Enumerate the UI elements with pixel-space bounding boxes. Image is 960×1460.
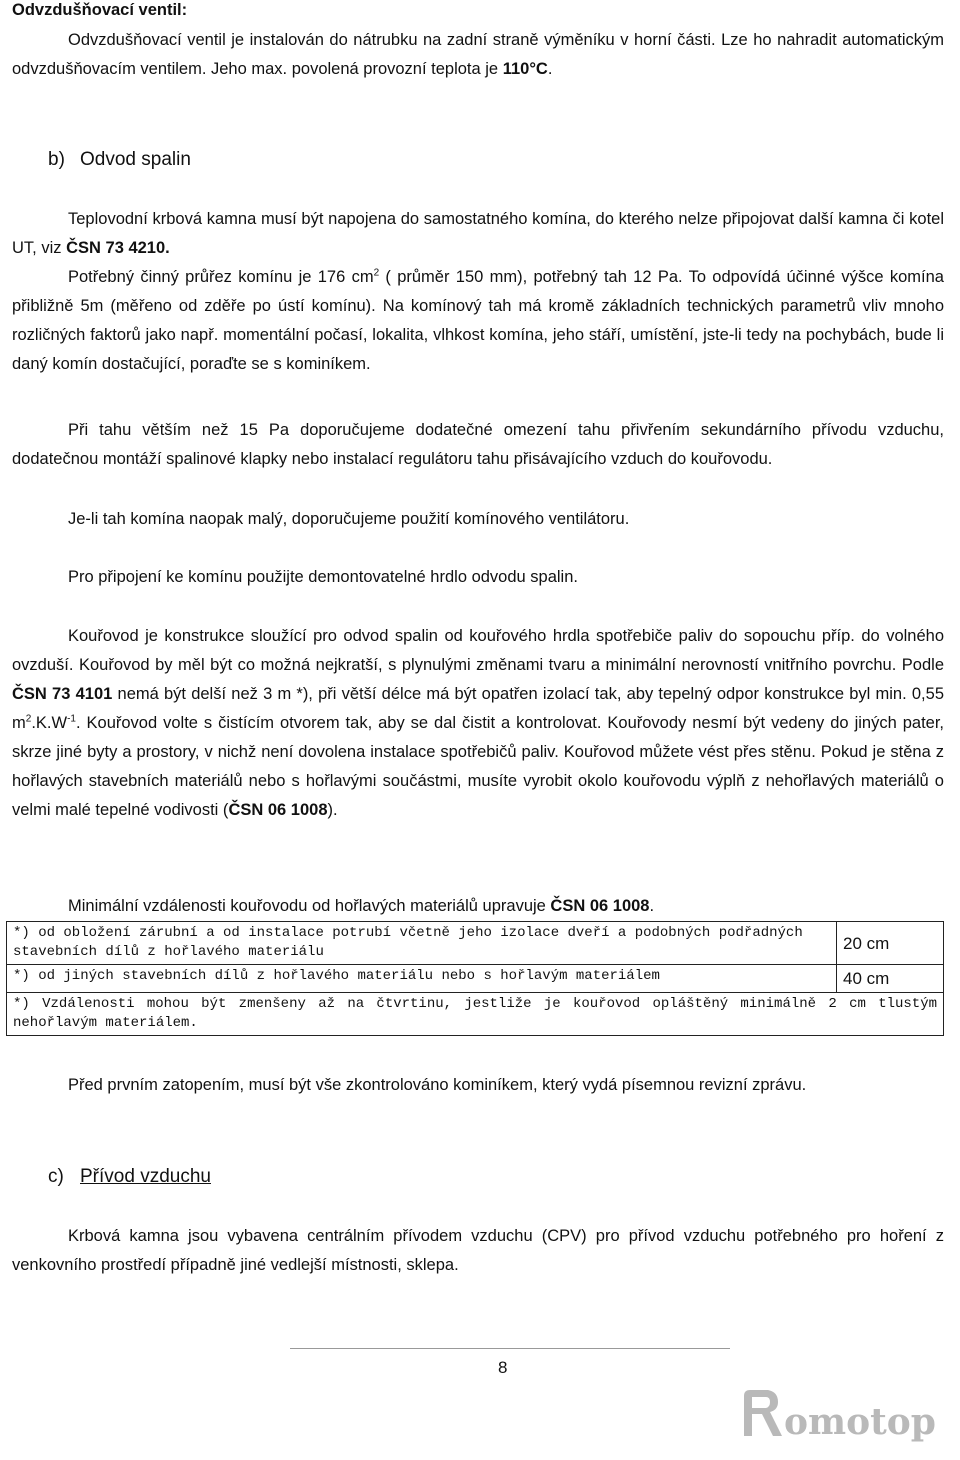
standard-ref: ČSN 06 1008 bbox=[228, 801, 328, 819]
vent-title: Odvzdušňovací ventil: bbox=[12, 1, 188, 19]
section-b-heading bbox=[48, 147, 191, 173]
vent-paragraph: Odvzdušňovací ventil je instalován do nátrubku na zadní straně výměníku v horní části. Lze ho nahradit automatickým odvzdušňovacím ventilem. Jeho max. povolená provozní teplota je 110°C. bbox=[12, 31, 944, 78]
table-cell-text: *) od obložení zárubní a od instalace potrubí včetně jeho izolace dveří a podobných podřadných stavebních dílů z hořlavého materiálu bbox=[7, 922, 837, 965]
max-temperature: 110°C bbox=[502, 60, 548, 78]
section-c-title: Přívod vzduchu bbox=[80, 1166, 211, 1187]
chimney-paragraph-2: Potřebný činný průřez komínu je 176 $cm^2$ ( průměr 150 mm), potřebný tah 12 Pa. To odpovídá účinné výšce komína přibližně 5m (měřeno od zděře po ústí komínu). Na komínový tah má kromě základních technických parametrů vliv mnoho rozličných faktorů jako např. momentální počasí, lokalita, vlhkost komína, jeho stáří, umístění, jste-li tedy na pochybách, bude li daný komín dostačující, poraďte se s kominíkem. bbox=[12, 267, 944, 373]
table-note: *) Vzdálenosti mohou být zmenšeny až na čtvrtinu, jestliže je kouřovod opláštěný minimálně 2 cm tlustým nehořlavým materiálem. bbox=[7, 993, 944, 1036]
romotop-logo bbox=[740, 1378, 960, 1448]
page-number: 8 bbox=[498, 1358, 508, 1377]
standard-ref: ČSN 73 4210 bbox=[66, 239, 166, 257]
distance-paragraph: Minimální vzdálenosti kouřovodu od hořlavých materiálů upravuje ČSN 06 1008. bbox=[68, 897, 655, 915]
inspection-paragraph: Před prvním zatopením, musí být vše zkontrolováno kominíkem, který vydá písemnou revizní zprávu. bbox=[68, 1076, 807, 1094]
table-row bbox=[7, 993, 944, 1036]
standard-ref: ČSN 73 4101 bbox=[12, 685, 113, 703]
flue-paragraph: Kouřovod je konstrukce sloužící pro odvod spalin od kouřového hrdla spotřebiče paliv do sopouchu příp. do volného ovzduší. Kouřovod by měl být co možná nejkratší, s plynulými změnami tvaru a minimální nerovností vnitřního povrchu. Podle ČSN 73 4101 nemá být delší než 3 m *), při větší délce má být opatřen izolací tak, aby tepelný odpor konstrukce byl min. 0,55 $m^2.K.W^{-1}$. Kouřovod volte s čistícím otvorem tak, aby se dal čistit a kontrolovat. Kouřovody nesmí být vedeny do jiných pater, skrze jiné byty a prostory, v nichž není dovolena instalace spotřebičů paliv. Kouřovod můžete vést přes stěnu. Pokud je stěna z hořlavých stavebních materiálů nebo s hořlavými součástmi, musíte vyrobit okolo kouřovodu výplň z nehořlavých materiálů o velmi malé tepelné vodivosti (ČSN 06 1008). bbox=[12, 627, 944, 819]
connection-paragraph: Pro připojení ke komínu použijte demontovatelné hrdlo odvodu spalin. bbox=[68, 568, 578, 586]
section-b-title: Odvod spalin bbox=[80, 149, 191, 170]
footer-divider bbox=[290, 1348, 730, 1349]
low-draft-paragraph: Je-li tah komína naopak malý, doporučujeme použití komínového ventilátoru. bbox=[68, 510, 630, 528]
chimney-paragraph-1: Teplovodní krbová kamna musí být napojena do samostatného komína, do kterého nelze připojovat další kamna či kotel UT, viz ČSN 73 4210. bbox=[12, 210, 944, 257]
section-c-heading bbox=[48, 1164, 211, 1190]
air-supply-paragraph: Krbová kamna jsou vybavena centrálním přívodem vzduchu (CPV) pro přívod vzduchu potřebného pro hoření z venkovního prostředí případně jiné vedlejší místnosti, sklepa. bbox=[12, 1227, 944, 1274]
section-b-label: b) bbox=[48, 149, 65, 170]
standard-ref: ČSN 06 1008 bbox=[550, 897, 650, 915]
draft-paragraph: Při tahu větším než 15 Pa doporučujeme dodatečné omezení tahu přivřením sekundárního přívodu vzduchu, dodatečnou montáží spalinové klapky nebo instalací regulátoru tahu přisávajícího vzduch do kouřovodu. bbox=[12, 421, 944, 468]
table-cell-value: 20 cm bbox=[837, 922, 944, 965]
table-cell-value: 40 cm bbox=[837, 965, 944, 993]
table-cell-text: *) od jiných stavebních dílů z hořlavého materiálu nebo s hořlavým materiálem bbox=[7, 965, 837, 993]
svg-text:omotop: omotop bbox=[784, 1401, 936, 1443]
section-c-label: c) bbox=[48, 1166, 64, 1187]
table-row bbox=[7, 965, 944, 993]
distance-table bbox=[6, 921, 944, 1036]
table-row bbox=[7, 922, 944, 965]
